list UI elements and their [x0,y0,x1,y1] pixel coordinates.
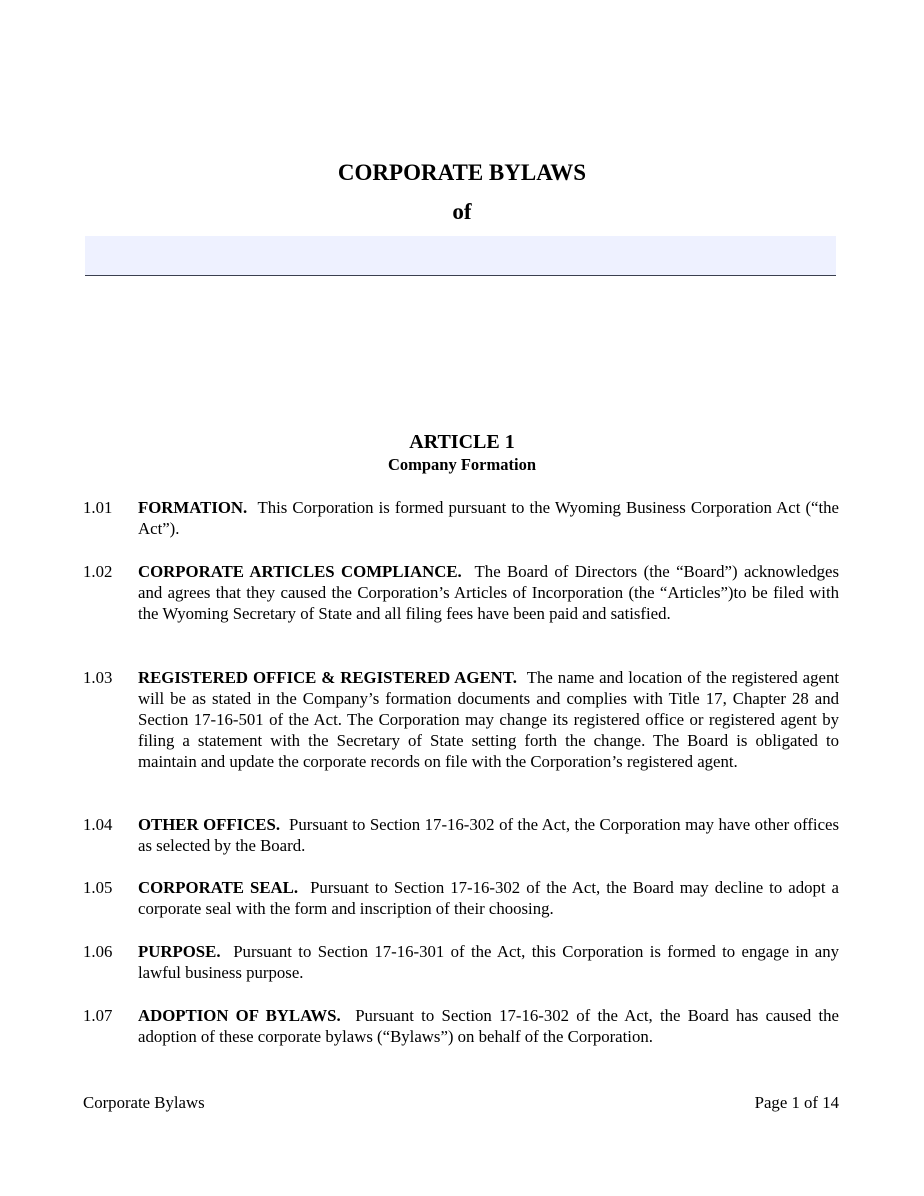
document-title: CORPORATE BYLAWS [337,160,587,185]
section-heading: REGISTERED OFFICE & REGISTERED AGENT. [138,668,517,687]
section-heading: CORPORATE ARTICLES COMPLIANCE. [138,562,462,581]
section-body [138,497,839,539]
section-number: 1.07 [83,1006,113,1025]
section-text: Pursuant to Section 17-16-302 of the Act, the Corporation may have other offices as selected by the Board. [138,815,840,855]
section-body [138,1005,839,1047]
section-text: Pursuant to Section 17-16-302 of the Act, the Board may decline to adopt a corporate seal with the form and inscription of their choosing. [138,878,839,918]
section-heading: FORMATION. [138,498,248,517]
section-1-03 [83,667,839,772]
article-subheading: Company Formation [387,455,537,474]
section-text: Pursuant to Section 17-16-301 of the Act, this Corporation is formed to engage in any lawful business purpose. [138,942,839,982]
section-body [138,667,839,772]
company-name-field[interactable] [85,236,836,276]
section-1-04 [83,814,839,856]
section-1-01 [83,497,839,539]
document-title-of: of [452,199,472,224]
section-body [138,561,839,624]
section-heading: OTHER OFFICES. [138,815,281,834]
section-heading: CORPORATE SEAL. [138,878,299,897]
section-number: 1.04 [83,815,113,834]
footer-page-number: Page 1 of 14 [754,1093,839,1112]
section-number: 1.05 [83,878,113,897]
section-number: 1.02 [83,562,113,581]
section-1-06 [83,941,839,983]
footer-document-name: Corporate Bylaws [83,1093,205,1112]
section-body [138,941,839,983]
section-body [138,877,839,919]
section-text: This Corporation is formed pursuant to the Wyoming Business Corporation Act (“the Act”). [138,498,839,538]
section-number: 1.06 [83,942,113,961]
section-heading: ADOPTION OF BYLAWS. [138,1006,341,1025]
section-heading: PURPOSE. [138,942,221,961]
section-number: 1.03 [83,668,113,687]
section-body [138,814,839,856]
section-text: Pursuant to Section 17-16-302 of the Act, the Board has caused the adoption of these corporate bylaws (“Bylaws”) on behalf of the Corporation. [138,1006,839,1046]
section-text: The Board of Directors (the “Board”) acknowledges and agrees that they caused the Corporation’s Articles of Incorporation (the “Articles”)to be filed with the Wyoming Secretary of State and all filing fees have been paid and satisfied. [138,562,840,623]
section-text: The name and location of the registered agent will be as stated in the Company’s formation documents and complies with Title 17, Chapter 28 and Section 17-16-501 of the Act. The Corporation may change its registered office or registered agent by filing a statement with the Secretary of State setting forth the change. The Board is obligated to maintain and update the corporate records on file with the Corporation’s registered agent. [138,668,840,771]
article-heading: ARTICLE 1 [409,431,515,453]
section-1-02 [83,561,839,624]
section-number: 1.01 [83,498,113,517]
section-1-07 [83,1005,839,1047]
section-1-05 [83,877,839,919]
